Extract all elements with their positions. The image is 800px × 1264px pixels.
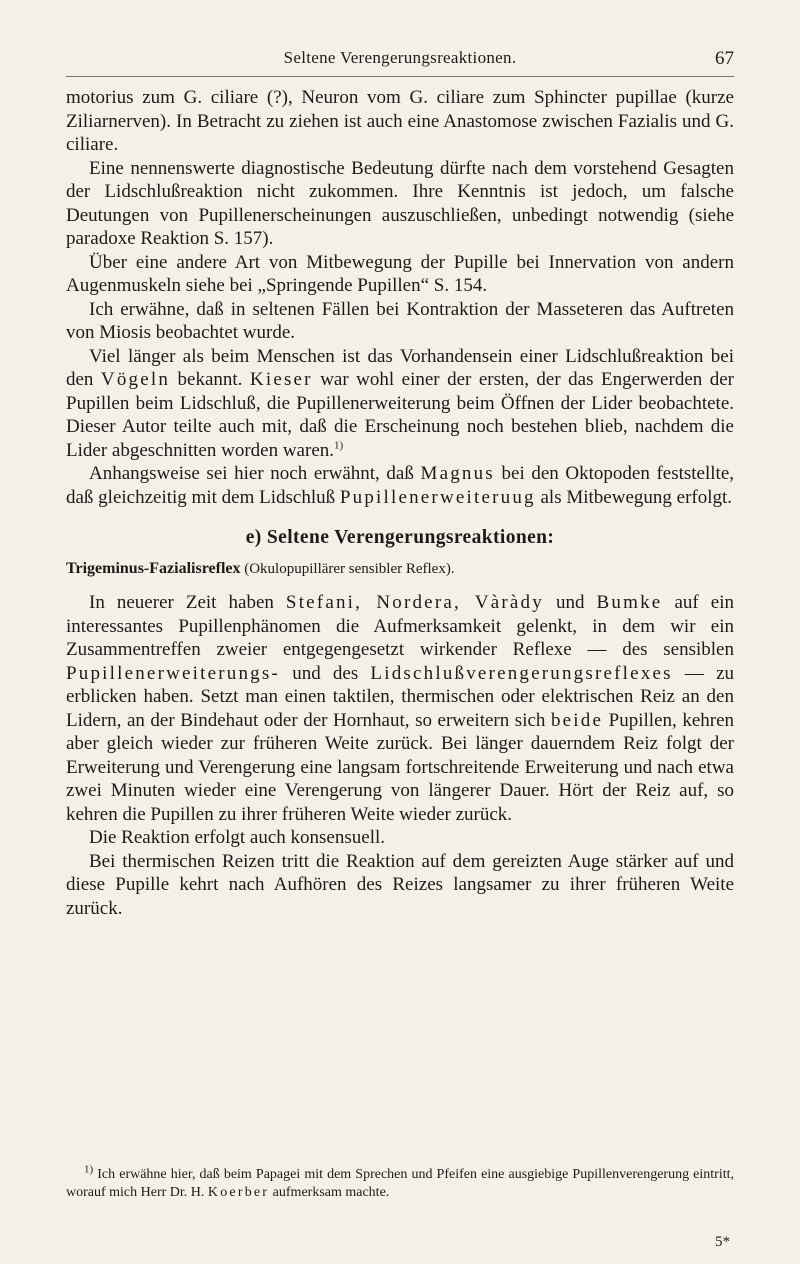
spaced-term: Vögeln <box>100 369 171 390</box>
text-run: Pupillen, kehren aber gleich wieder zur früheren Weite zurück. Bei länger dauerndem Reiz folgt der Erweiterung und Verengerung eine langsam fortschreitende Erweiterung und nach etwa zwei Minuten wieder eine Verengerung von längerer Dauer. Hört der Reiz auf, so kehren die Pupillen zu ihrer früheren Weite wieder zurück. <box>66 709 735 825</box>
text-run: bekannt. <box>170 369 250 390</box>
body-text <box>66 86 734 920</box>
paragraph-8: Die Reaktion erfolgt auch konsensuell. <box>89 827 386 848</box>
text-run: aufmerksam machte. <box>269 1185 390 1200</box>
spaced-term: Pupillenerweiteruug <box>339 486 536 508</box>
text-run: war wohl einer der ersten, der das Engerwerden der Pupillen beim Lidschluß, die Pupillenerweiterung beim Öffnen der Lider beobachtete. Dieser Autor teilte auch mit, daß die Erscheinung noch bestehen blieb, nachdem die Lider abgeschnitten worden waren. <box>66 369 734 461</box>
text-run: auf ein interessantes Pupillenphänomen die Aufmerksamkeit gelenkt, in dem wir ein Zusammentreffen zweier entgegengesetzt wirkender Reflexe — des sensiblen <box>66 592 734 660</box>
running-title: Seltene Verengerungsreaktionen. <box>283 48 517 67</box>
paragraph-1: motorius zum G. ciliare (?), Neuron vom G. ciliare zum Sphincter pupillae (kurze Ziliarnerven). In Betracht zu ziehen ist auch eine Anastomose zwischen Fazialis und G. ciliare. <box>66 87 734 155</box>
text-run: und des <box>280 662 371 684</box>
page-header <box>66 46 734 77</box>
section-heading: e) Seltene Verengerungsreaktionen: <box>245 527 555 548</box>
text-run: und <box>543 592 597 613</box>
author-name: Kieser <box>249 369 313 390</box>
text-run: als Mitbewegung erfolgt. <box>535 486 733 508</box>
paragraph-3: Über eine andere Art von Mitbewegung der Pupille bei Innervation von andern Augenmuskeln siehe bei „Springende Pupillen“ S. 154. <box>66 251 734 296</box>
subheading-note: (Okulopupillärer sensibler Reflex). <box>240 560 455 577</box>
author-names: Stefani, Nordera, Vàràdy <box>285 592 544 613</box>
footnote-ref: 1) <box>334 439 344 452</box>
text-run: In neuerer Zeit haben <box>89 592 286 613</box>
section-subheading <box>66 557 734 582</box>
text-run: bei den Oktopoden feststellte, daß gleichzeitig mit dem Lidschluß <box>66 463 734 508</box>
spaced-term: Pupillenerweiterungs- <box>66 662 280 684</box>
text-run: Viel länger als beim Menschen ist das Vorhandensein einer Lidschlußreaktion bei den <box>66 345 734 390</box>
text-run: — zu erblicken haben. Setzt man einen taktilen, thermischen oder elektrischen Reiz an den Lidern, an der Bindehaut oder der Hornhaut, so erweitern sich <box>66 662 735 731</box>
author-name: Koerber <box>207 1185 270 1200</box>
text-run: Ich erwähne hier, daß beim Papagei mit dem Sprechen und Pfeifen eine ausgiebige Pupillenverengerung eintritt, worauf mich Herr Dr. H. <box>66 1167 734 1200</box>
paragraph-6 <box>66 462 734 509</box>
paragraph-7 <box>66 591 734 826</box>
author-name: Magnus <box>420 463 495 484</box>
text-run: Anhangsweise sei hier noch erwähnt, daß <box>89 463 421 484</box>
paragraph-4: Ich erwähne, daß in seltenen Fällen bei Kontraktion der Masseteren das Auftreten von Miosis beobachtet wurde. <box>66 298 734 343</box>
footnote-marker: 1) <box>84 1163 94 1176</box>
author-name: Bumke <box>596 592 663 613</box>
paragraph-5 <box>66 345 734 463</box>
paragraph-2: Eine nennenswerte diagnostische Bedeutung dürfte nach dem vorstehend Gesagten der Lidschlußreaktion nicht zukommen. Ihre Kenntnis ist jedoch, um falsche Deutungen von Pupillenerscheinungen auszuschließen, unbedingt notwendig (siehe paradoxe Reaktion S. 157). <box>66 157 734 249</box>
subheading-title: Trigeminus-Fazialisreflex <box>66 559 241 577</box>
footnote <box>66 1163 734 1202</box>
spaced-term: Lidschlußverengerungsreflexes <box>370 662 673 684</box>
page-number: 67 <box>715 48 734 69</box>
paragraph-9: Bei thermischen Reizen tritt die Reaktion auf dem gereizten Auge stärker auf und diese Pupille kehrt nach Aufhören des Reizes langsamer zu ihrer früheren Weite zurück. <box>66 850 734 919</box>
printer-signature: 5* <box>715 1234 730 1250</box>
spaced-term: beide <box>550 709 604 731</box>
footnotes <box>66 1163 734 1202</box>
